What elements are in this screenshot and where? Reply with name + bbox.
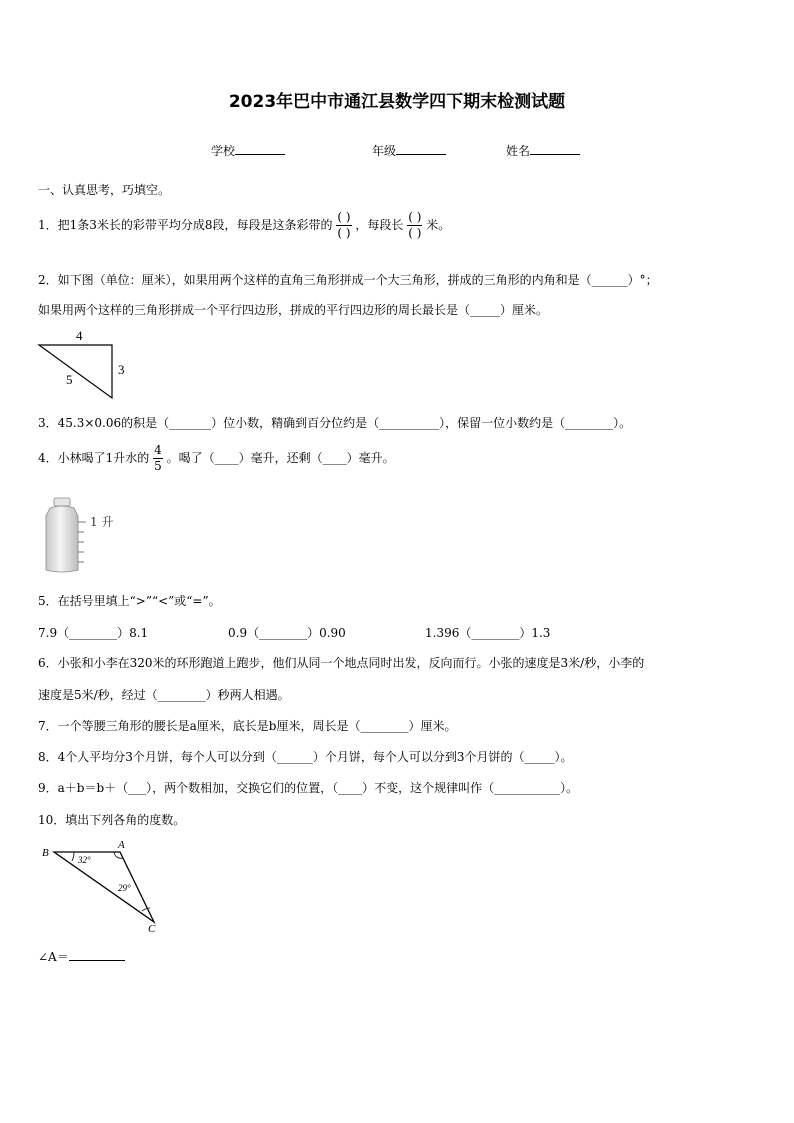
q4-fraction	[153, 443, 163, 474]
fig-label-top: 4	[76, 328, 83, 343]
water-bottle-figure	[44, 496, 124, 576]
grade-label: 年级	[372, 144, 397, 158]
q1-fraction-1[interactable]	[336, 210, 351, 241]
angle-a-answer	[38, 948, 125, 965]
question-6-line-2: 速度是5米/秒，经过（________）秒两人相遇。	[38, 688, 290, 702]
triangle-abc	[54, 852, 154, 922]
grade-field	[372, 142, 446, 159]
name-blank[interactable]	[530, 142, 580, 155]
triangle-abc-figure	[38, 838, 168, 934]
question-2-line-1: 2．如下图（单位：厘米），如果用两个这样的直角三角形拼成一个大三角形，拼成的三角形的内角和是（______）°；	[38, 273, 658, 287]
angle-b-label: 32°	[78, 855, 91, 865]
angle-c-label: 29°	[118, 883, 131, 893]
bottle-label: 1 升	[90, 515, 114, 529]
question-10: 10．填出下列各角的度数。	[38, 813, 186, 827]
q1-text-a: 1．把1条3米长的彩带平均分成8段，每段是这条彩带的	[38, 218, 333, 232]
q4-text-b: 。喝了（____）毫升，还剩（____）毫升。	[166, 451, 395, 465]
question-9: 9．a＋b＝b＋（___），两个数相加，交换它们的位置，（____）不变，这个规律叫作（___________）。	[38, 781, 579, 795]
question-6-line-1: 6．小张和小李在320米的环形跑道上跑步，他们从同一个地点同时出发，反向而行。小张的速度是3米/秒，小李的	[38, 656, 645, 670]
question-2-line-2: 如果用两个这样的三角形拼成一个平行四边形，拼成的平行四边形的周长最长是（_____）厘米。	[38, 303, 549, 317]
q5-item-1[interactable]: 7.9（________）8.1	[38, 626, 149, 640]
school-label: 学校	[211, 144, 236, 158]
label-c: C	[148, 923, 156, 934]
q5-item-2[interactable]: 0.9（________）0.90	[228, 626, 346, 640]
question-5: 5．在括号里填上“>”“<”或“=”。	[38, 594, 221, 608]
question-3: 3．45.3×0.06的积是（_______）位小数，精确到百分位约是（__________），保留一位小数约是（________）。	[38, 416, 632, 430]
question-1	[38, 210, 450, 241]
q1-text-b: ，每段长	[355, 218, 404, 232]
q1-text-c: 米。	[426, 218, 451, 232]
question-4	[38, 443, 395, 474]
q5-item-3[interactable]: 1.396（________）1.3	[425, 626, 551, 640]
fig-label-hyp: 5	[66, 372, 73, 387]
name-label: 姓名	[506, 144, 531, 158]
q1-fraction-2[interactable]	[407, 210, 422, 241]
question-7: 7．一个等腰三角形的腰长是a厘米，底长是b厘米，周长是（________）厘米。	[38, 719, 457, 733]
q4-text-a: 4．小林喝了1升水的	[38, 451, 150, 465]
question-8: 8．4个人平均分3个月饼，每个人可以分到（______）个月饼，每个人可以分到3个月饼的（_____）。	[38, 750, 573, 764]
bottle-cap	[54, 498, 70, 506]
right-triangle-figure	[36, 326, 136, 402]
label-a: A	[118, 839, 125, 851]
section-heading: 一、认真思考，巧填空。	[38, 183, 171, 197]
angle-a-label: ∠A＝	[38, 950, 69, 964]
fig-label-right: 3	[118, 362, 125, 377]
angle-a-blank[interactable]	[69, 948, 125, 961]
q4-frac-num: 4	[154, 443, 162, 457]
q1-frac2-den: ( )	[408, 226, 422, 240]
q1-frac1-den: ( )	[337, 226, 351, 240]
label-b: B	[42, 847, 49, 859]
school-blank[interactable]	[235, 142, 285, 155]
triangle-shape	[39, 345, 112, 398]
grade-blank[interactable]	[396, 142, 446, 155]
q1-frac2-num: ( )	[408, 210, 422, 224]
q1-frac1-num: ( )	[337, 210, 351, 224]
bottle-body	[46, 506, 78, 572]
school-field	[211, 142, 285, 159]
page-title: 2023年巴中市通江县数学四下期末检测试题	[228, 92, 566, 112]
q4-frac-den: 5	[154, 459, 162, 473]
angle-b-arc	[72, 852, 74, 861]
name-field	[506, 142, 580, 159]
